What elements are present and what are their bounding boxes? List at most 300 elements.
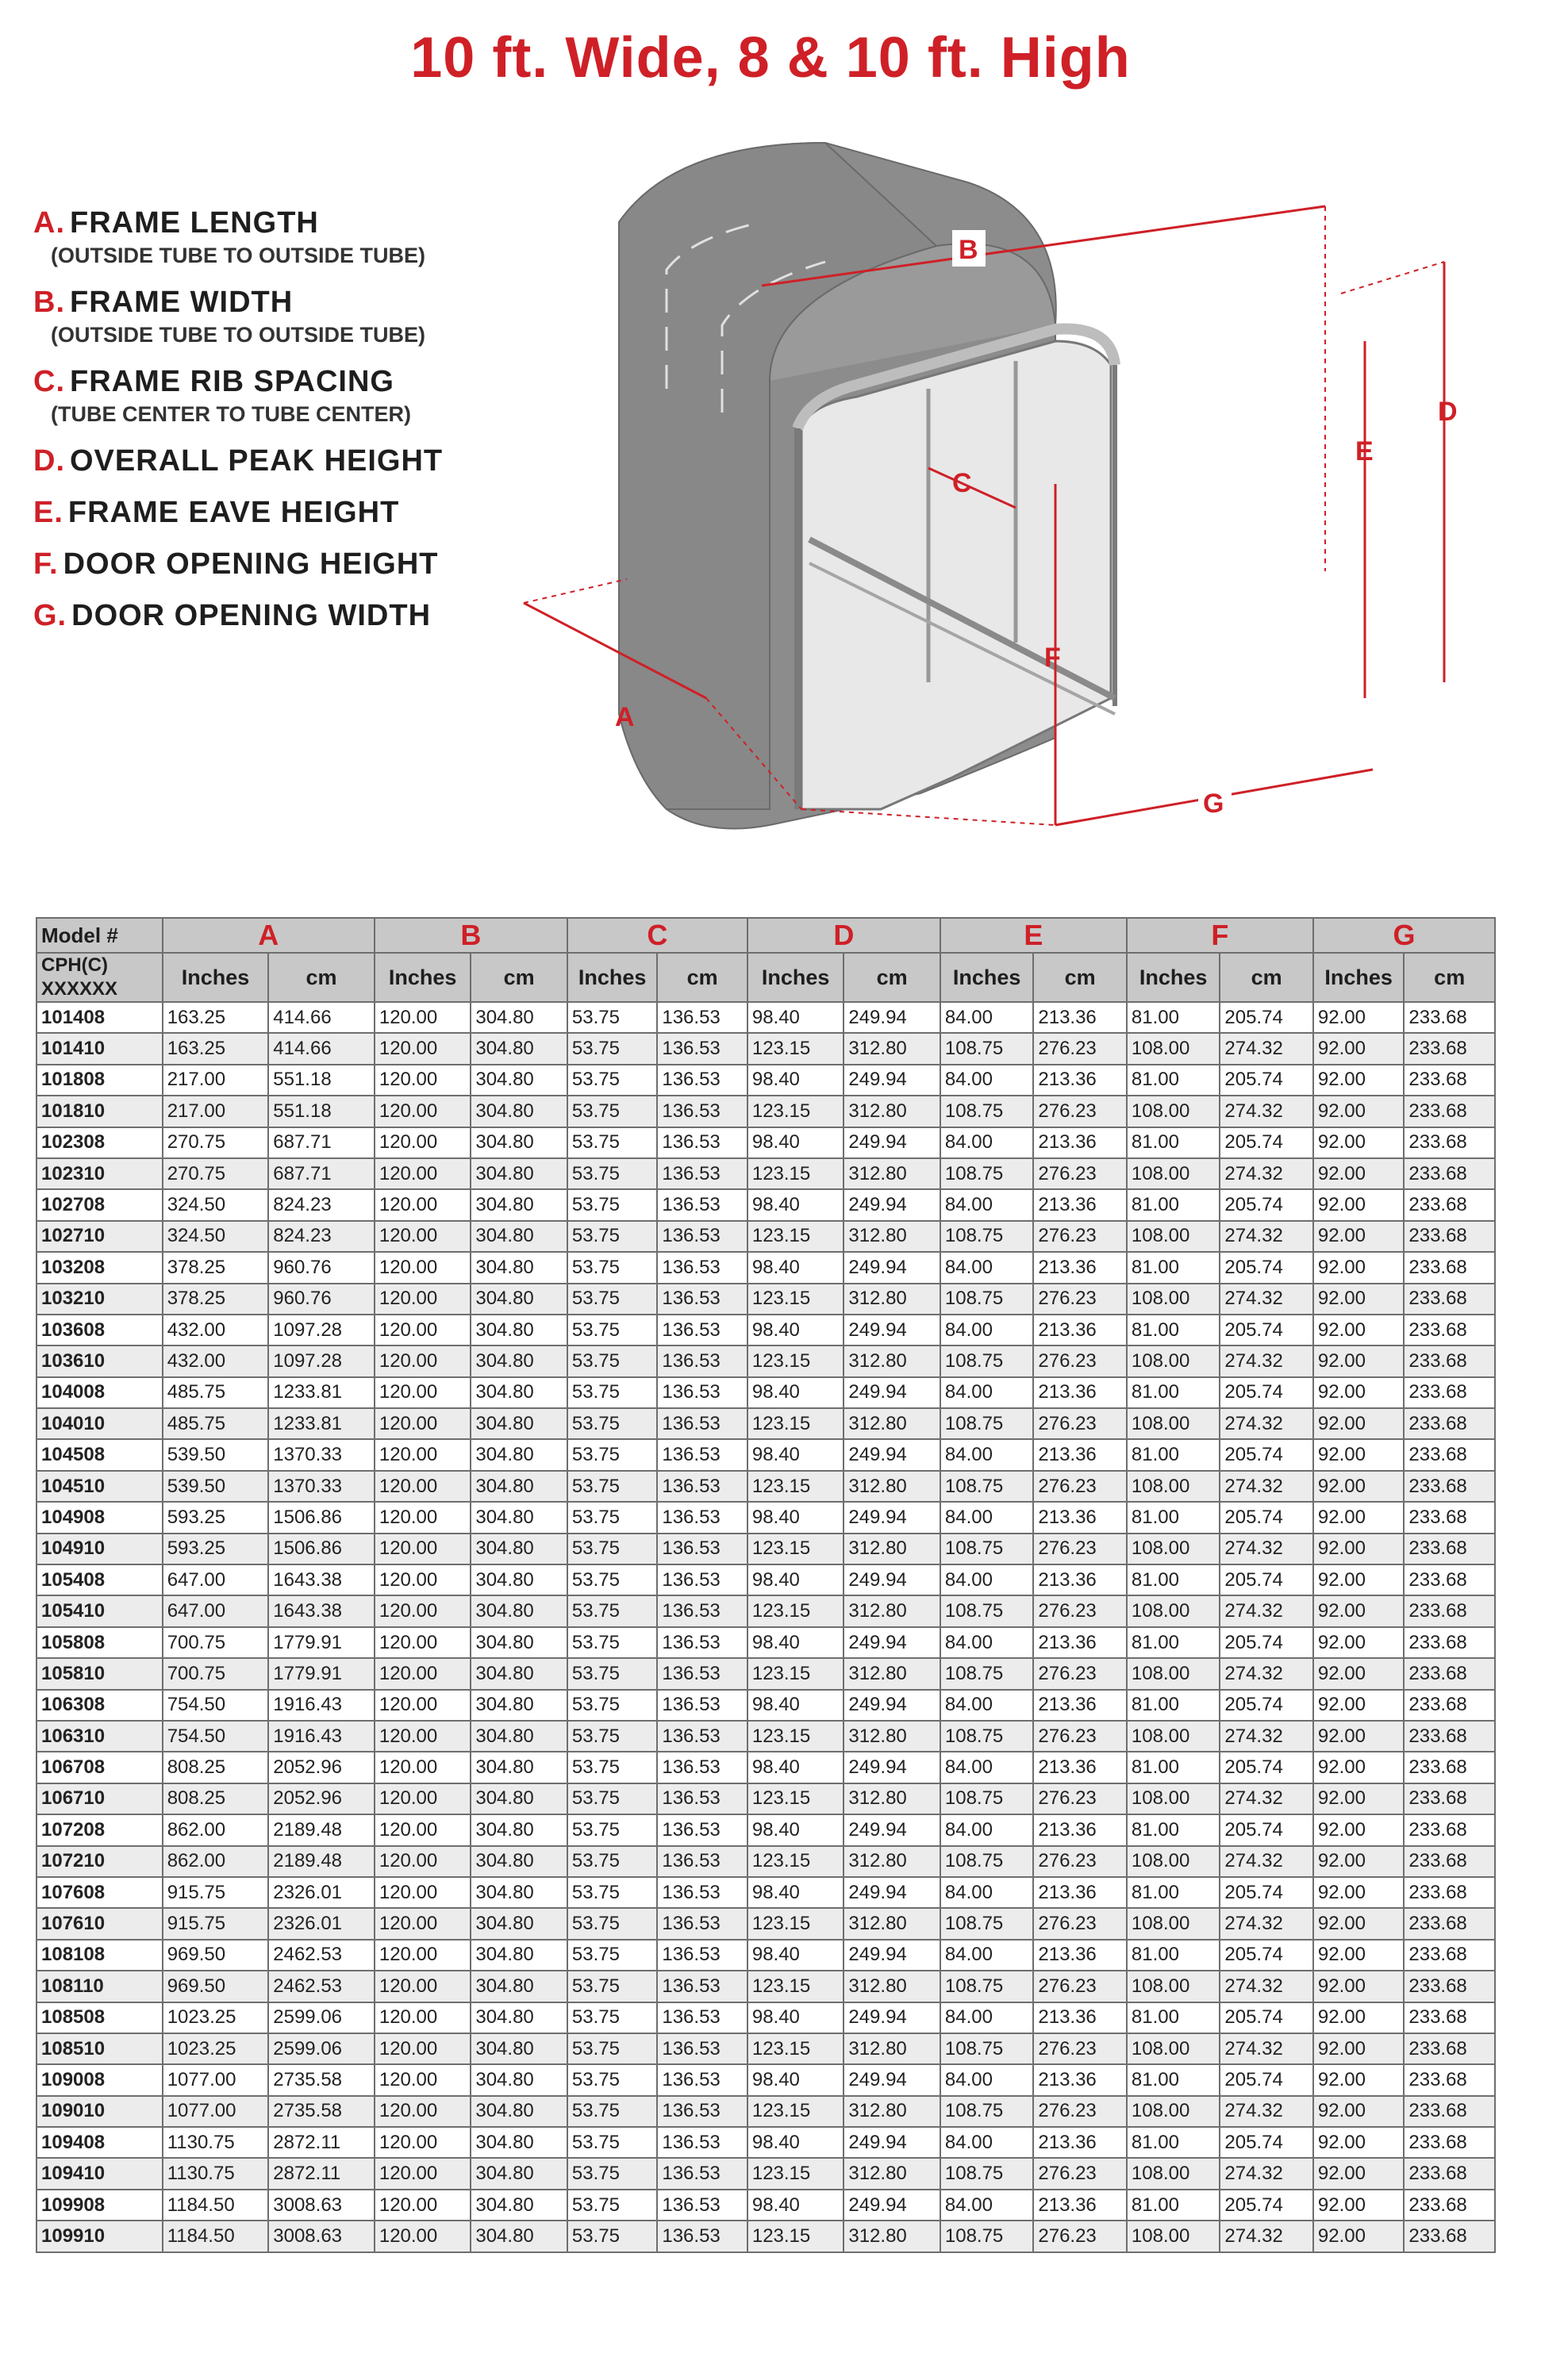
legend-letter: D. <box>33 444 65 478</box>
legend-letter: E. <box>33 496 63 529</box>
model-number-cell: 103210 <box>37 1284 163 1315</box>
table-row <box>37 2002 1495 2033</box>
table-row <box>37 1908 1495 1939</box>
table-row <box>37 1814 1495 1845</box>
table-row <box>37 2127 1495 2158</box>
measurement-cell: 312.80 <box>844 1971 940 2002</box>
measurement-cell: 123.15 <box>747 1721 844 1752</box>
measurement-cell: 108.75 <box>940 1534 1034 1564</box>
measurement-cell: 249.94 <box>844 1564 940 1595</box>
measurement-cell: 205.74 <box>1220 1814 1313 1845</box>
measurement-cell: 312.80 <box>844 2221 940 2251</box>
measurement-cell: 108.00 <box>1127 1033 1220 1064</box>
legend-item-a <box>33 206 525 268</box>
measurement-cell: 312.80 <box>844 1783 940 1814</box>
measurement-cell: 205.74 <box>1220 1564 1313 1595</box>
measurement-cell: 233.68 <box>1404 1846 1495 1877</box>
legend-item-g <box>33 599 525 633</box>
measurement-cell: 1370.33 <box>268 1471 375 1502</box>
measurement-cell: 84.00 <box>940 1315 1034 1345</box>
model-number-cell: 102310 <box>37 1158 163 1189</box>
measurement-cell: 249.94 <box>844 1127 940 1158</box>
measurement-cell: 2872.11 <box>268 2127 375 2158</box>
measurement-cell: 213.36 <box>1033 2127 1127 2158</box>
model-number-cell: 103608 <box>37 1315 163 1345</box>
measurement-cell: 304.80 <box>471 1408 567 1439</box>
measurement-cell: 304.80 <box>471 2127 567 2158</box>
measurement-cell: 1097.28 <box>268 1345 375 1376</box>
measurement-cell: 53.75 <box>567 1439 657 1470</box>
measurement-cell: 92.00 <box>1313 1752 1404 1783</box>
measurement-cell: 304.80 <box>471 1158 567 1189</box>
diagram-label-d: D <box>1438 397 1458 427</box>
measurement-cell: 233.68 <box>1404 1315 1495 1345</box>
measurement-cell: 1643.38 <box>268 1595 375 1626</box>
measurement-cell: 92.00 <box>1313 1345 1404 1376</box>
measurement-cell: 233.68 <box>1404 1595 1495 1626</box>
measurement-cell: 98.40 <box>747 1627 844 1658</box>
model-number-cell: 104508 <box>37 1439 163 1470</box>
measurement-cell: 120.00 <box>375 1439 471 1470</box>
measurement-cell: 136.53 <box>657 1284 747 1315</box>
table-row <box>37 1783 1495 1814</box>
measurement-cell: 213.36 <box>1033 2064 1127 2095</box>
model-number-cell: 104510 <box>37 1471 163 1502</box>
measurement-cell: 205.74 <box>1220 1690 1313 1721</box>
measurement-cell: 53.75 <box>567 1377 657 1408</box>
measurement-cell: 108.75 <box>940 1471 1034 1502</box>
measurement-cell: 136.53 <box>657 1908 747 1939</box>
measurement-cell: 53.75 <box>567 1065 657 1096</box>
measurement-cell: 233.68 <box>1404 1534 1495 1564</box>
measurement-cell: 249.94 <box>844 1690 940 1721</box>
measurement-cell: 233.68 <box>1404 1284 1495 1315</box>
measurement-cell: 2872.11 <box>268 2158 375 2189</box>
measurement-cell: 136.53 <box>657 1595 747 1626</box>
measurement-cell: 276.23 <box>1033 2096 1127 2127</box>
measurement-cell: 92.00 <box>1313 1877 1404 1908</box>
measurement-cell: 98.40 <box>747 2002 844 2033</box>
measurement-cell: 2326.01 <box>268 1908 375 1939</box>
measurement-cell: 53.75 <box>567 1721 657 1752</box>
model-number-cell: 103610 <box>37 1345 163 1376</box>
measurement-cell: 274.32 <box>1220 1658 1313 1689</box>
table-row <box>37 1127 1495 1158</box>
unit-cm: cm <box>1033 953 1127 1002</box>
legend-label: FRAME LENGTH <box>70 206 319 240</box>
measurement-cell: 304.80 <box>471 1096 567 1127</box>
measurement-cell: 1233.81 <box>268 1377 375 1408</box>
measurement-cell: 304.80 <box>471 2158 567 2189</box>
measurement-cell: 249.94 <box>844 1877 940 1908</box>
measurement-cell: 84.00 <box>940 1877 1034 1908</box>
measurement-cell: 81.00 <box>1127 1690 1220 1721</box>
measurement-cell: 312.80 <box>844 1408 940 1439</box>
measurement-cell: 136.53 <box>657 1534 747 1564</box>
measurement-cell: 205.74 <box>1220 1627 1313 1658</box>
table-row <box>37 1439 1495 1470</box>
measurement-cell: 233.68 <box>1404 1971 1495 2002</box>
model-number-cell: 104908 <box>37 1502 163 1533</box>
measurement-cell: 53.75 <box>567 2002 657 2033</box>
table-row <box>37 1721 1495 1752</box>
measurement-cell: 120.00 <box>375 1783 471 1814</box>
measurement-cell: 1779.91 <box>268 1627 375 1658</box>
measurement-cell: 123.15 <box>747 1345 844 1376</box>
measurement-cell: 276.23 <box>1033 2033 1127 2064</box>
measurement-cell: 276.23 <box>1033 2158 1127 2189</box>
measurement-cell: 1370.33 <box>268 1439 375 1470</box>
measurement-cell: 108.00 <box>1127 1158 1220 1189</box>
measurement-cell: 81.00 <box>1127 1627 1220 1658</box>
measurement-cell: 53.75 <box>567 1408 657 1439</box>
measurement-cell: 205.74 <box>1220 1752 1313 1783</box>
measurement-cell: 213.36 <box>1033 1002 1127 1033</box>
measurement-cell: 81.00 <box>1127 1377 1220 1408</box>
measurement-cell: 136.53 <box>657 1408 747 1439</box>
measurement-cell: 551.18 <box>268 1065 375 1096</box>
unit-inches: Inches <box>375 953 471 1002</box>
measurement-cell: 120.00 <box>375 1564 471 1595</box>
measurement-cell: 108.75 <box>940 1595 1034 1626</box>
measurement-cell: 233.68 <box>1404 2002 1495 2033</box>
measurement-cell: 136.53 <box>657 1627 747 1658</box>
legend-letter: B. <box>33 286 65 319</box>
measurement-cell: 249.94 <box>844 1189 940 1220</box>
legend-item-d <box>33 444 525 478</box>
measurement-cell: 808.25 <box>163 1783 269 1814</box>
model-number-cell: 102710 <box>37 1221 163 1252</box>
legend-letter: F. <box>33 547 59 581</box>
measurement-cell: 120.00 <box>375 1940 471 1971</box>
measurement-cell: 233.68 <box>1404 1471 1495 1502</box>
measurement-cell: 92.00 <box>1313 1096 1404 1127</box>
measurement-cell: 98.40 <box>747 1877 844 1908</box>
measurement-cell: 274.32 <box>1220 1971 1313 2002</box>
measurement-cell: 217.00 <box>163 1096 269 1127</box>
measurement-cell: 136.53 <box>657 2033 747 2064</box>
measurement-cell: 274.32 <box>1220 1096 1313 1127</box>
measurement-cell: 304.80 <box>471 1690 567 1721</box>
measurement-cell: 274.32 <box>1220 2158 1313 2189</box>
measurement-cell: 862.00 <box>163 1846 269 1877</box>
model-number-cell: 109010 <box>37 2096 163 2127</box>
measurement-cell: 213.36 <box>1033 1564 1127 1595</box>
measurement-cell: 53.75 <box>567 1627 657 1658</box>
measurement-cell: 53.75 <box>567 2127 657 2158</box>
measurement-cell: 123.15 <box>747 1408 844 1439</box>
measurement-cell: 1506.86 <box>268 1502 375 1533</box>
table-row <box>37 1752 1495 1783</box>
measurement-cell: 120.00 <box>375 1627 471 1658</box>
table-row <box>37 1408 1495 1439</box>
measurement-cell: 136.53 <box>657 1377 747 1408</box>
measurement-cell: 81.00 <box>1127 2190 1220 2221</box>
measurement-cell: 123.15 <box>747 2096 844 2127</box>
measurement-cell: 92.00 <box>1313 1690 1404 1721</box>
measurement-cell: 84.00 <box>940 1564 1034 1595</box>
measurement-cell: 120.00 <box>375 1595 471 1626</box>
measurement-cell: 969.50 <box>163 1971 269 2002</box>
measurement-cell: 120.00 <box>375 2158 471 2189</box>
measurement-cell: 304.80 <box>471 1846 567 1877</box>
measurement-cell: 108.00 <box>1127 1345 1220 1376</box>
measurement-cell: 84.00 <box>940 1502 1034 1533</box>
legend-label: DOOR OPENING WIDTH <box>71 599 432 632</box>
measurement-cell: 108.75 <box>940 1158 1034 1189</box>
measurement-cell: 98.40 <box>747 2190 844 2221</box>
group-header-g: G <box>1313 918 1495 953</box>
measurement-cell: 81.00 <box>1127 1127 1220 1158</box>
measurement-cell: 205.74 <box>1220 1189 1313 1220</box>
unit-cm: cm <box>657 953 747 1002</box>
measurement-cell: 304.80 <box>471 1127 567 1158</box>
measurement-cell: 414.66 <box>268 1002 375 1033</box>
model-number-cell: 104008 <box>37 1377 163 1408</box>
measurement-cell: 647.00 <box>163 1595 269 1626</box>
measurement-cell: 312.80 <box>844 2033 940 2064</box>
measurement-cell: 2189.48 <box>268 1846 375 1877</box>
measurement-cell: 108.00 <box>1127 1221 1220 1252</box>
measurement-cell: 163.25 <box>163 1002 269 1033</box>
measurement-cell: 120.00 <box>375 1721 471 1752</box>
measurement-cell: 233.68 <box>1404 2158 1495 2189</box>
model-number-cell: 109408 <box>37 2127 163 2158</box>
measurement-cell: 249.94 <box>844 2002 940 2033</box>
measurement-cell: 233.68 <box>1404 1783 1495 1814</box>
measurement-cell: 98.40 <box>747 1752 844 1783</box>
measurement-cell: 824.23 <box>268 1221 375 1252</box>
measurement-cell: 233.68 <box>1404 1065 1495 1096</box>
measurement-cell: 304.80 <box>471 1534 567 1564</box>
measurement-cell: 120.00 <box>375 2033 471 2064</box>
measurement-cell: 233.68 <box>1404 1127 1495 1158</box>
measurement-cell: 687.71 <box>268 1127 375 1158</box>
measurement-cell: 92.00 <box>1313 1158 1404 1189</box>
measurement-cell: 84.00 <box>940 2064 1034 2095</box>
measurement-cell: 92.00 <box>1313 2158 1404 2189</box>
measurement-cell: 136.53 <box>657 1846 747 1877</box>
measurement-cell: 233.68 <box>1404 2127 1495 2158</box>
measurement-cell: 108.75 <box>940 1908 1034 1939</box>
measurement-cell: 120.00 <box>375 1002 471 1033</box>
measurement-cell: 123.15 <box>747 1534 844 1564</box>
measurement-cell: 92.00 <box>1313 1033 1404 1064</box>
measurement-cell: 108.00 <box>1127 1846 1220 1877</box>
measurement-cell: 92.00 <box>1313 1315 1404 1345</box>
measurement-cell: 213.36 <box>1033 1127 1127 1158</box>
measurement-cell: 53.75 <box>567 1690 657 1721</box>
measurement-cell: 123.15 <box>747 1158 844 1189</box>
measurement-cell: 92.00 <box>1313 1846 1404 1877</box>
measurement-cell: 276.23 <box>1033 1096 1127 1127</box>
measurement-cell: 304.80 <box>471 1315 567 1345</box>
measurement-cell: 136.53 <box>657 1658 747 1689</box>
measurement-cell: 304.80 <box>471 2002 567 2033</box>
measurement-cell: 1184.50 <box>163 2190 269 2221</box>
measurement-cell: 123.15 <box>747 1471 844 1502</box>
measurement-cell: 1077.00 <box>163 2096 269 2127</box>
measurement-cell: 304.80 <box>471 2064 567 2095</box>
measurement-cell: 108.00 <box>1127 1721 1220 1752</box>
table-row <box>37 1690 1495 1721</box>
measurement-cell: 92.00 <box>1313 1439 1404 1470</box>
unit-inches: Inches <box>940 953 1034 1002</box>
measurement-cell: 249.94 <box>844 2190 940 2221</box>
measurement-cell: 960.76 <box>268 1252 375 1283</box>
table-row <box>37 1284 1495 1315</box>
measurement-cell: 108.00 <box>1127 1471 1220 1502</box>
measurement-cell: 92.00 <box>1313 1189 1404 1220</box>
table-row <box>37 1471 1495 1502</box>
measurement-cell: 81.00 <box>1127 1315 1220 1345</box>
measurement-cell: 136.53 <box>657 2158 747 2189</box>
measurement-cell: 312.80 <box>844 1595 940 1626</box>
measurement-cell: 213.36 <box>1033 1502 1127 1533</box>
measurement-cell: 539.50 <box>163 1471 269 1502</box>
measurement-cell: 53.75 <box>567 1595 657 1626</box>
measurement-cell: 312.80 <box>844 1721 940 1752</box>
measurement-cell: 123.15 <box>747 1971 844 2002</box>
measurement-cell: 53.75 <box>567 1502 657 1533</box>
measurement-cell: 120.00 <box>375 1408 471 1439</box>
dimension-table <box>36 917 1496 2253</box>
measurement-cell: 98.40 <box>747 1315 844 1345</box>
measurement-cell: 276.23 <box>1033 1534 1127 1564</box>
measurement-cell: 1130.75 <box>163 2127 269 2158</box>
measurement-cell: 274.32 <box>1220 1783 1313 1814</box>
measurement-cell: 312.80 <box>844 1471 940 1502</box>
unit-cm: cm <box>844 953 940 1002</box>
measurement-cell: 81.00 <box>1127 1065 1220 1096</box>
measurement-cell: 213.36 <box>1033 1814 1127 1845</box>
measurement-cell: 304.80 <box>471 1189 567 1220</box>
table-group-header <box>37 918 1495 953</box>
table-row <box>37 1564 1495 1595</box>
measurement-cell: 136.53 <box>657 1564 747 1595</box>
measurement-cell: 120.00 <box>375 1127 471 1158</box>
measurement-cell: 862.00 <box>163 1814 269 1845</box>
table-row <box>37 1033 1495 1064</box>
measurement-cell: 84.00 <box>940 1940 1034 1971</box>
measurement-cell: 2735.58 <box>268 2096 375 2127</box>
measurement-cell: 98.40 <box>747 1377 844 1408</box>
measurement-cell: 274.32 <box>1220 1471 1313 1502</box>
measurement-cell: 249.94 <box>844 1627 940 1658</box>
measurement-cell: 120.00 <box>375 1690 471 1721</box>
measurement-cell: 276.23 <box>1033 1846 1127 1877</box>
measurement-cell: 108.75 <box>940 1971 1034 2002</box>
measurement-cell: 2462.53 <box>268 1971 375 2002</box>
measurement-cell: 120.00 <box>375 1971 471 2002</box>
measurement-cell: 233.68 <box>1404 1690 1495 1721</box>
measurement-cell: 213.36 <box>1033 1065 1127 1096</box>
measurement-cell: 233.68 <box>1404 2064 1495 2095</box>
measurement-cell: 700.75 <box>163 1627 269 1658</box>
table-row <box>37 2096 1495 2127</box>
measurement-cell: 213.36 <box>1033 2190 1127 2221</box>
legend-item-b <box>33 286 525 347</box>
measurement-cell: 312.80 <box>844 2096 940 2127</box>
table-row <box>37 1252 1495 1283</box>
measurement-cell: 304.80 <box>471 1033 567 1064</box>
measurement-cell: 1077.00 <box>163 2064 269 2095</box>
measurement-cell: 213.36 <box>1033 1690 1127 1721</box>
measurement-cell: 81.00 <box>1127 1502 1220 1533</box>
measurement-cell: 92.00 <box>1313 1595 1404 1626</box>
measurement-cell: 205.74 <box>1220 1377 1313 1408</box>
model-number-cell: 106710 <box>37 1783 163 1814</box>
measurement-cell: 120.00 <box>375 1846 471 1877</box>
table-row <box>37 2158 1495 2189</box>
measurement-cell: 687.71 <box>268 1158 375 1189</box>
unit-inches: Inches <box>567 953 657 1002</box>
measurement-cell: 98.40 <box>747 1252 844 1283</box>
measurement-cell: 276.23 <box>1033 1471 1127 1502</box>
measurement-cell: 120.00 <box>375 2096 471 2127</box>
model-number-cell: 109410 <box>37 2158 163 2189</box>
measurement-cell: 53.75 <box>567 1783 657 1814</box>
measurement-cell: 304.80 <box>471 1814 567 1845</box>
measurement-cell: 304.80 <box>471 1502 567 1533</box>
measurement-cell: 81.00 <box>1127 2064 1220 2095</box>
measurement-cell: 108.75 <box>940 1783 1034 1814</box>
measurement-cell: 84.00 <box>940 1189 1034 1220</box>
measurement-cell: 120.00 <box>375 2127 471 2158</box>
measurement-cell: 81.00 <box>1127 1564 1220 1595</box>
measurement-cell: 539.50 <box>163 1439 269 1470</box>
measurement-cell: 53.75 <box>567 1940 657 1971</box>
measurement-cell: 120.00 <box>375 1221 471 1252</box>
measurement-cell: 108.00 <box>1127 1783 1220 1814</box>
model-number-cell: 105408 <box>37 1564 163 1595</box>
model-header: Model # <box>37 918 163 953</box>
measurement-cell: 304.80 <box>471 1971 567 2002</box>
measurement-cell: 53.75 <box>567 1033 657 1064</box>
measurement-cell: 108.00 <box>1127 1908 1220 1939</box>
model-number-cell: 102708 <box>37 1189 163 1220</box>
model-number-cell: 106708 <box>37 1752 163 1783</box>
measurement-cell: 136.53 <box>657 1752 747 1783</box>
group-header-c: C <box>567 918 747 953</box>
measurement-cell: 98.40 <box>747 1002 844 1033</box>
measurement-cell: 123.15 <box>747 1284 844 1315</box>
measurement-cell: 2326.01 <box>268 1877 375 1908</box>
measurement-cell: 53.75 <box>567 1189 657 1220</box>
measurement-cell: 53.75 <box>567 1814 657 1845</box>
measurement-cell: 123.15 <box>747 1595 844 1626</box>
measurement-cell: 205.74 <box>1220 1877 1313 1908</box>
measurement-cell: 233.68 <box>1404 1189 1495 1220</box>
measurement-cell: 754.50 <box>163 1690 269 1721</box>
measurement-cell: 276.23 <box>1033 1658 1127 1689</box>
measurement-cell: 98.40 <box>747 1189 844 1220</box>
measurement-cell: 92.00 <box>1313 1658 1404 1689</box>
measurement-cell: 81.00 <box>1127 1877 1220 1908</box>
measurement-cell: 98.40 <box>747 1690 844 1721</box>
measurement-cell: 81.00 <box>1127 1252 1220 1283</box>
measurement-cell: 1023.25 <box>163 2033 269 2064</box>
measurement-cell: 205.74 <box>1220 2064 1313 2095</box>
measurement-cell: 136.53 <box>657 1502 747 1533</box>
measurement-cell: 1184.50 <box>163 2221 269 2251</box>
measurement-cell: 312.80 <box>844 1534 940 1564</box>
measurement-cell: 304.80 <box>471 2221 567 2251</box>
measurement-cell: 98.40 <box>747 1502 844 1533</box>
measurement-cell: 2735.58 <box>268 2064 375 2095</box>
measurement-cell: 276.23 <box>1033 1158 1127 1189</box>
measurement-cell: 3008.63 <box>268 2190 375 2221</box>
